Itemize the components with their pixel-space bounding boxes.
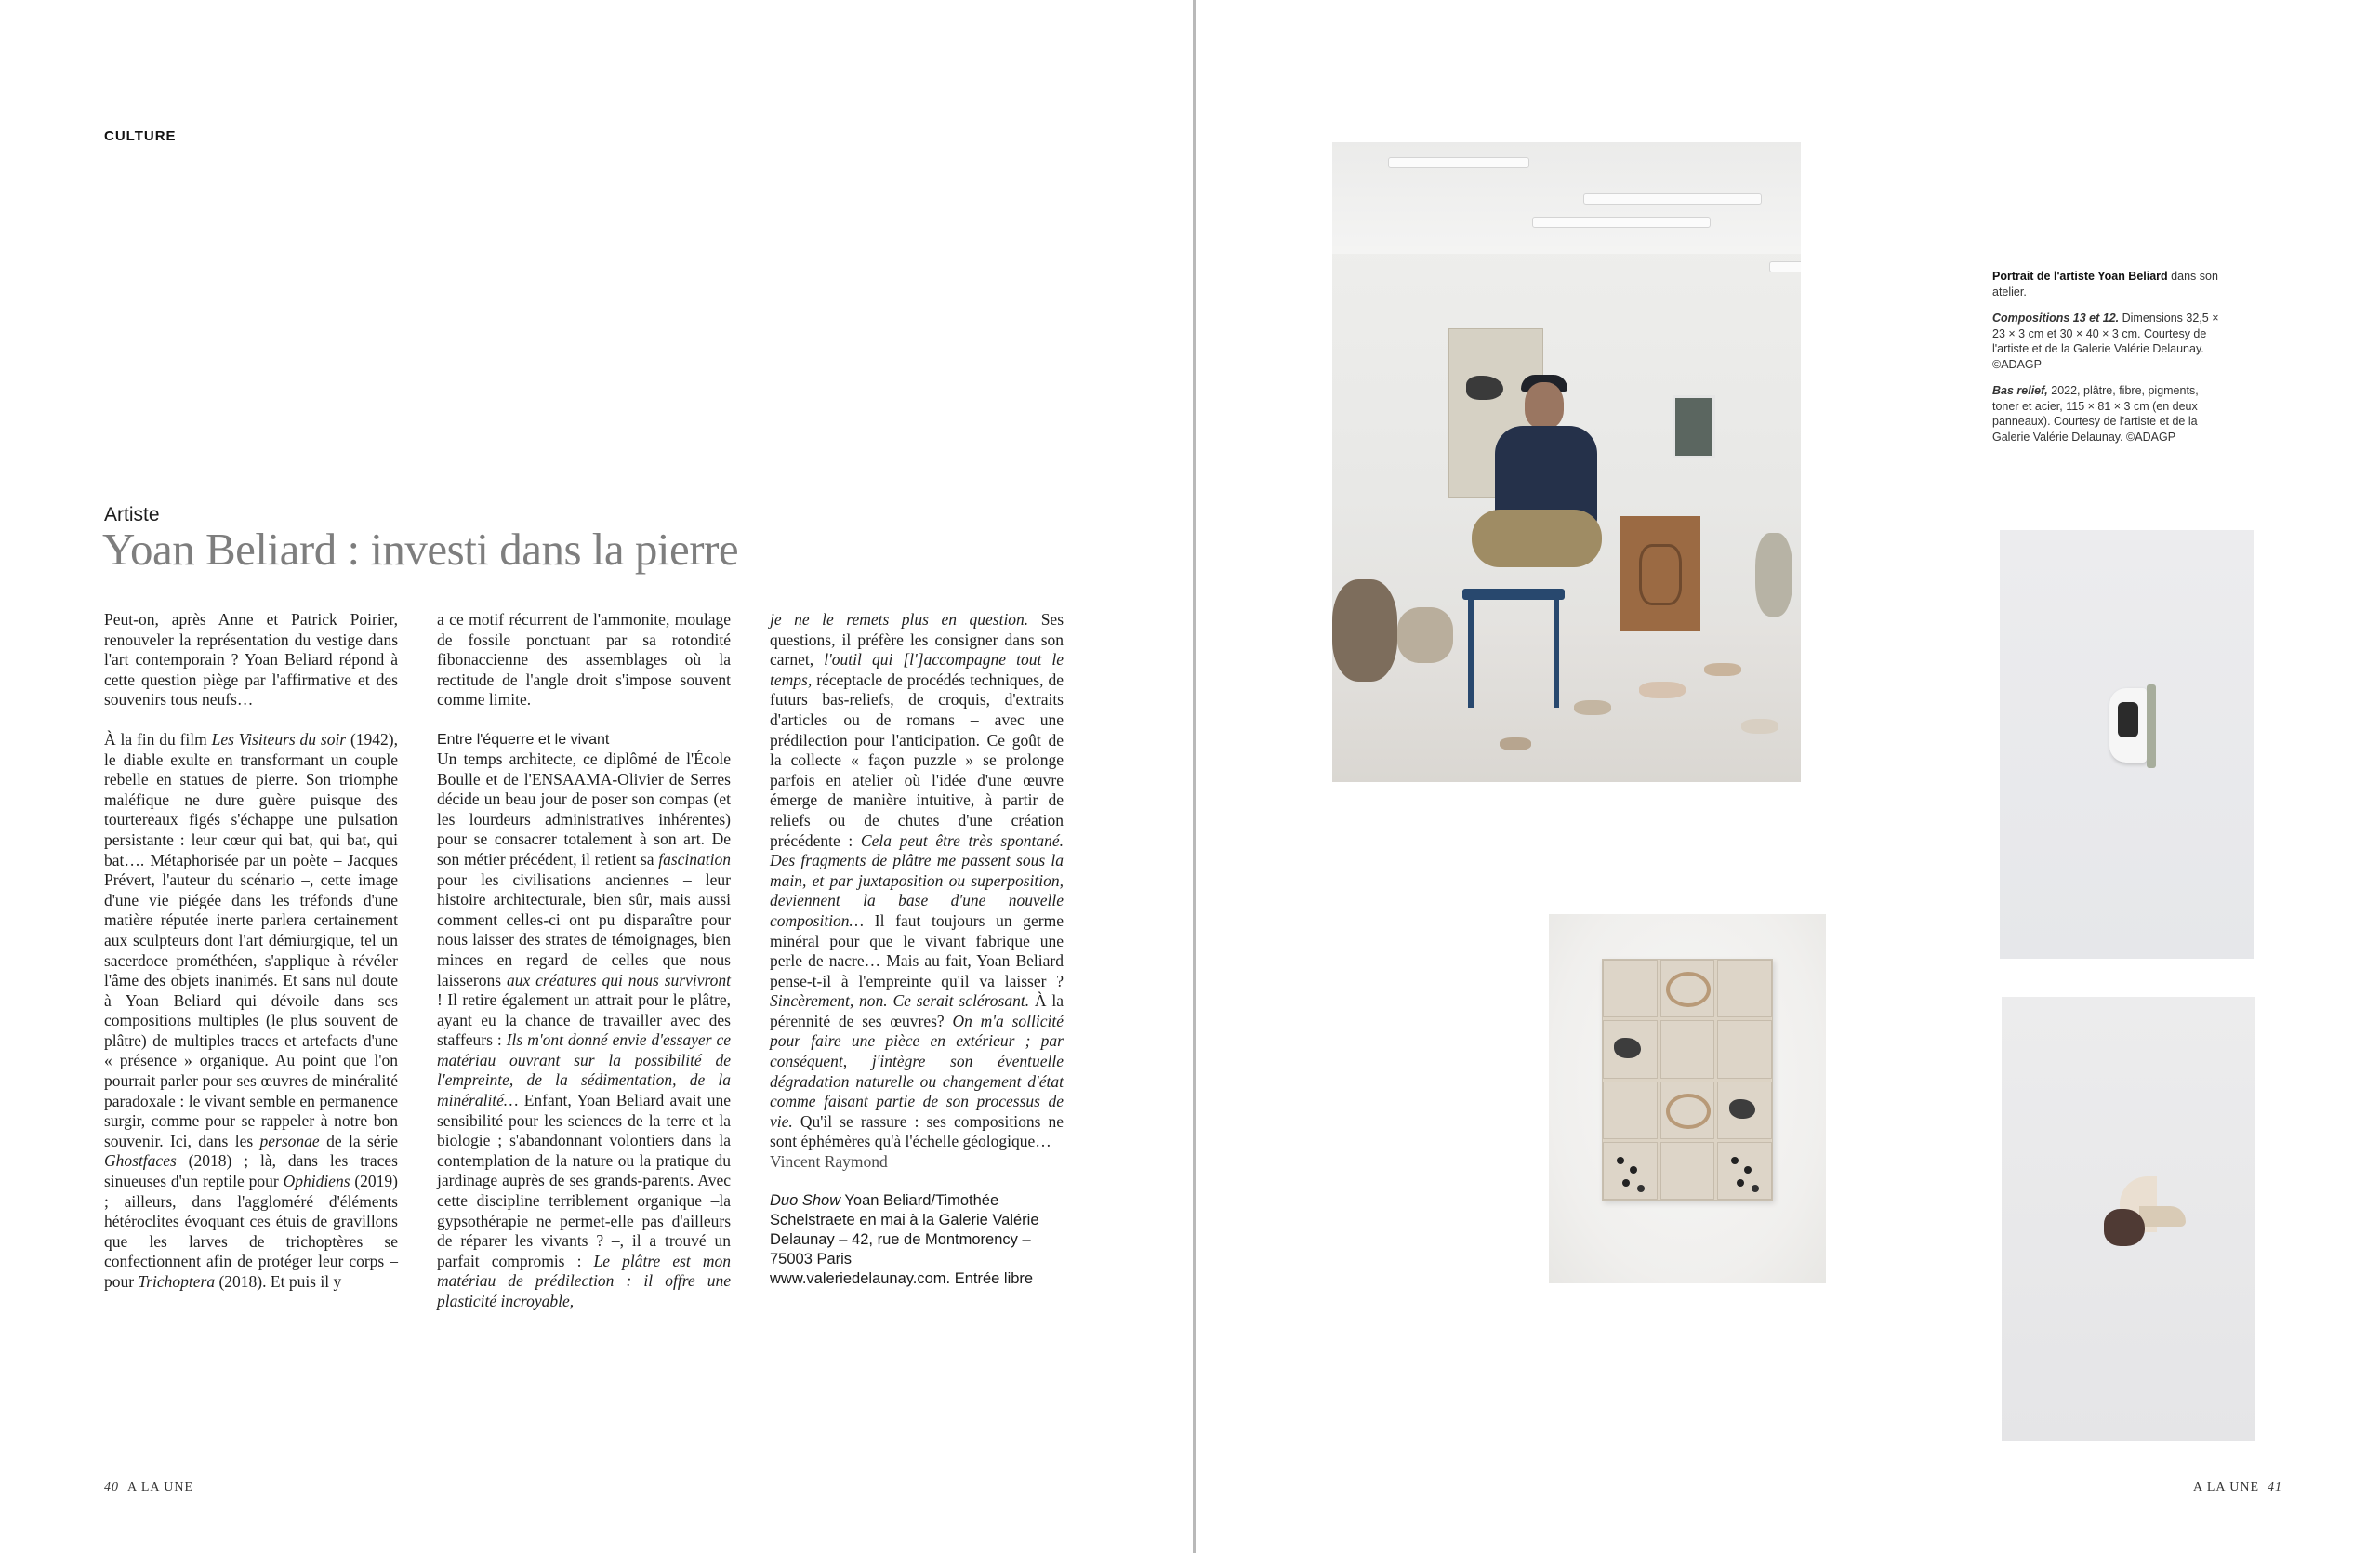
article-paragraph: a ce motif récurrent de l'ammonite, moulage de fossile ponctuant par sa rotondité fibonaccienne des assemblages où la rectitude de l'angle droit s'impose souvent comme limite. — [437, 610, 731, 710]
page-number: 41 — [2268, 1480, 2282, 1494]
article-lede: Peut-on, après Anne et Patrick Poirier, renouveler la représentation du vestige dans l'art contemporain ? Yoan Beliard répond à cette question piège par l'affirmative et des souvenirs tous neufs… — [104, 610, 398, 710]
photo-captions — [1992, 269, 2225, 456]
article-paragraph: Un temps architecte, ce diplômé de l'École Boulle et de l'ENSAAMA-Olivier de Serres décide un beau jour de poser son compas (et les lourdeurs administratives inhérentes) pour se consacrer totalement à son art. De son métier précédent, il retient sa fascination pour les civilisations anciennes – leur histoire architecturale, bien sûr, mais aussi comment celles-ci ont pu disparaître pour nous laisser des strates de témoignages, bien minces en regard de celles que nous laisserons aux créatures qui nous survivront ! Il retire également un attrait pour le plâtre, ayant eu la chance de travailler avec des staffeurs : Ils m'ont donné envie d'essayer ce matériau ouvrant sur la possibilité de l'empreinte, de la sédimentation, de la minéralité… Enfant, Yoan Beliard avait une sensibilité pour les sciences de la terre et la biologie ; s'abandonnant volontiers dans la contemplation de la nature ou la pratique du jardinage auprès de ses grands-parents. Avec cette discipline terriblement organique –la gypsothérapie ne permet-elle pas d'ailleurs de réparer les vivants ? –, il a trouvé un parfait compromis : Le plâtre est mon matériau de prédilection : il offre une plasticité incroyable, — [437, 749, 732, 1310]
article-subhead: Entre l'équerre et le vivant — [437, 731, 610, 748]
composition-photo-a — [2000, 530, 2254, 959]
author-signature: Vincent Raymond — [770, 1152, 888, 1172]
folio-right — [2193, 1480, 2282, 1495]
exhibition-info: Duo Show Yoan Beliard/Timothée Schelstraete en mai à la Galerie Valérie Delaunay – 42, rue de Montmorency – 75003 Paris www.valeriedelaunay.com. Entrée libre — [770, 1191, 1039, 1287]
composition-photo-b — [2002, 997, 2255, 1441]
caption-bas-relief: Bas relief, 2022, plâtre, fibre, pigments, toner et acier, 115 × 81 × 3 cm (en deux panneaux). Courtesy de l'artiste et de la Galerie Valérie Delaunay. ©ADAGP — [1992, 384, 2199, 444]
article-column-2 — [437, 610, 731, 1312]
artist-studio-photo — [1332, 142, 1801, 782]
publication-name: A LA UNE — [127, 1480, 193, 1494]
article-column-3 — [770, 610, 1064, 1289]
publication-name: A LA UNE — [2193, 1480, 2259, 1494]
article-headline: Yoan Beliard : investi dans la pierre — [102, 524, 739, 575]
bas-relief-photo — [1549, 914, 1826, 1283]
caption-compositions: Compositions 13 et 12. Dimensions 32,5 × 23 × 3 cm et 30 × 40 × 3 cm. Courtesy de l'artiste et de la Galerie Valérie Delaunay. ©ADAGP — [1992, 312, 2219, 371]
section-tag: CULTURE — [104, 128, 177, 144]
caption-portrait: Portrait de l'artiste Yoan Beliard dans son atelier. — [1992, 270, 2218, 299]
folio-left — [104, 1480, 193, 1495]
article-column-1 — [104, 610, 398, 1293]
article-kicker: Artiste — [104, 504, 160, 525]
article-paragraph: À la fin du film Les Visiteurs du soir (1942), le diable exulte en transformant un couple rebelle en statues de pierre. Son triomphe maléfique ne dure guère puisque des tourtereaux figés s'échappe une pulsation persistante : leur cœur qui bat, qui bat, qui bat…. Métaphorisée par un poète – Jacques Prévert, l'auteur du scénario –, cette image d'une vie piégée dans les tréfonds d'une matière réputée inerte parlera certainement aux sculpteurs dont l'art démiurgique, tel un sacerdoce prométhéen, s'applique à révéler l'âme des objets inanimés. Et sans nul doute à Yoan Beliard qui dévoile dans ses compositions multiples (le plus souvent de plâtre) de multiples traces et artefacts d'une « présence » organique. Au point que l'on pourrait parler pour ses œuvres de minéralité paradoxale : le vivant semble en permanence surgir, comme pour se rappeler à notre bon souvenir. Ici, dans les personae de la série Ghostfaces (2018) ; là, dans les traces sinueuses d'un reptile pour Ophidiens (2019) ; ailleurs, dans l'aggloméré d'éléments hétéroclites évoquant ces étuis de gravillons que les larves de trichoptères se confectionnent afin de protéger leur corps – pour Trichoptera (2018). Et puis il y — [104, 729, 399, 1291]
page-number: 40 — [104, 1480, 119, 1494]
article-paragraph: je ne le remets plus en question. Ses questions, il préfère les consigner dans son carnet, l'outil qui [l']accompagne tout le temps, réceptacle de procédés techniques, de futurs bas-reliefs, de croquis, d'extraits d'articles ou de romans – avec une prédilection pour l'anticipation. Ce goût de la collecte « façon puzzle » se prolonge parfois en atelier où l'idée d'une œuvre émerge de manière intuitive, à partir de reliefs ou de chutes d'une création précédente : Cela peut être très spontané. Des fragments de plâtre me passent sous la main, et par juxtaposition ou superposition, deviennent la base d'une nouvelle composition… Il faut toujours un germe minéral pour que le vivant fabrique une perle de nacre… Mais au fait, Yoan Beliard pense-t-il à l'empreinte qu'il va laisser ? Sincèrement, non. Ce serait sclérosant. À la pérennité de ses œuvres? On m'a sollicité pour faire une pièce en extérieur ; par conséquent, j'intègre son éventuelle dégradation naturelle ou changement d'état comme faisant partie de son processus de vie. Qu'il se rassure : ses compositions ne sont éphémères qu'à l'échelle géologique… — [770, 610, 1064, 1151]
gallery-link[interactable]: www.valeriedelaunay.com. Entrée libre — [770, 1269, 1034, 1287]
